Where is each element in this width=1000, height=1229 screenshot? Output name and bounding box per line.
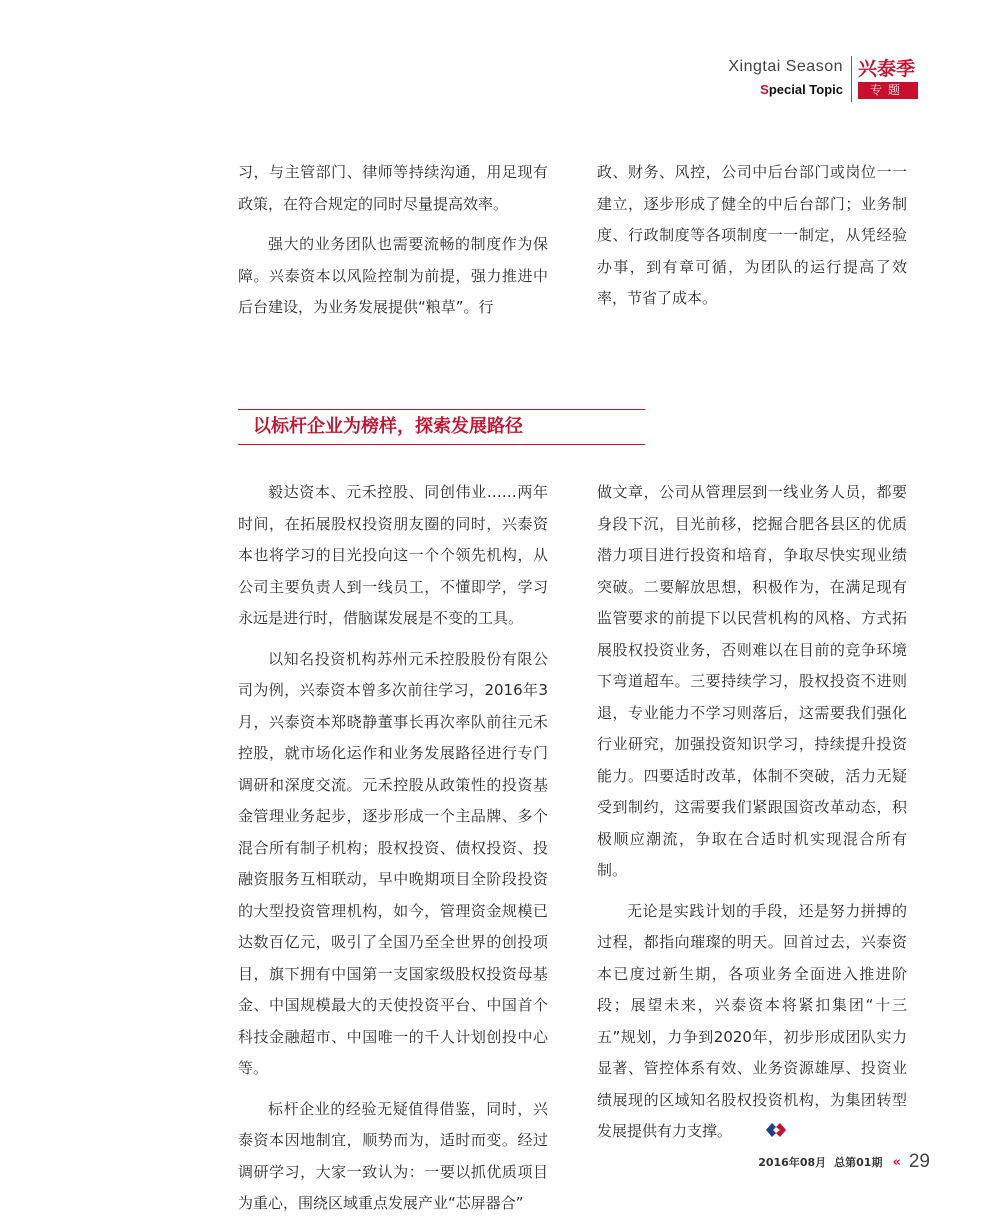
page-number: 29 [908, 1151, 930, 1172]
top-left-column [238, 157, 548, 333]
header-topic-rest: pecial Topic [768, 82, 843, 97]
paragraph-text: 无论是实践计划的手段，还是努力拼搏的过程，都指向璀璨的明天。回首过去，兴泰资本已度过新生期，各项业务全面进入推进阶段；展望未来，兴泰资本将紧扣集团“十三五”规划，力争到2020年，初步形成团队实力显著、管控体系有效、业务资源雄厚、投资业绩展现的区域知名股权投资机构，为集团转型发展提供有力支撑。 [597, 901, 907, 1140]
double-chevron-left-icon: « [892, 1154, 901, 1170]
bottom-left-column [238, 477, 548, 1229]
final-paragraph [597, 896, 907, 1148]
issue-date: 2016年08月 [758, 1156, 827, 1169]
section-heading: 以标杆企业为榜样，探索发展路径 [253, 416, 523, 437]
page-footer [758, 1150, 930, 1174]
end-mark-logo-icon [734, 1119, 758, 1137]
header-topic [760, 82, 843, 97]
bottom-right-column [597, 477, 907, 1157]
section-label-badge: 专题 [858, 82, 918, 99]
paragraph: 强大的业务团队也需要流畅的制度作为保障。兴泰资本以风险控制为前提，强力推进中后台建设，为业务发展提供“粮草”。行 [238, 235, 548, 316]
paragraph: 毅达资本、元禾控股、同创伟业……两年时间，在拓展股权投资朋友圈的同时，兴泰资本也将学习的目光投向这一个个领先机构，从公司主要负责人到一线员工，不懂即学，学习永远是进行时，借脑谋发展是不变的工具。 [238, 483, 548, 627]
header-divider [851, 56, 852, 102]
header-title-en: Xingtai Season [728, 58, 843, 75]
top-right-column [597, 157, 907, 324]
paragraph: 做文章，公司从管理层到一线业务人员，都要身段下沉，目光前移，挖掘合肥各县区的优质潜力项目进行投资和培育，争取尽快实现业绩突破。二要解放思想，积极作为，在满足现有监管要求的前提下以民营机构的风格、方式拓展股权投资业务，否则难以在目前的竞争环境下弯道超车。三要持续学习，股权投资不进则退，专业能力不学习则落后，这需要我们强化行业研究，加强投资知识学习，持续提升投资能力。四要适时改革，体制不突破，活力无疑受到制约，这需要我们紧跟国资改革动态，积极顺应潮流，争取在合适时机实现混合所有制。 [597, 483, 907, 879]
paragraph: 习，与主管部门、律师等持续沟通，用足现有政策，在符合规定的同时尽量提高效率。 [238, 163, 548, 213]
brand-logo-text: 兴泰季 [858, 58, 916, 80]
section-rule-bottom [238, 444, 645, 445]
section-rule-top [238, 409, 645, 410]
issue-number: 总第01期 [834, 1156, 883, 1169]
header-topic-initial: S [760, 82, 769, 97]
paragraph: 标杆企业的经验无疑值得借鉴，同时，兴泰资本因地制宜，顺势而为，适时而变。经过调研学习，大家一致认为：一要以抓优质项目为重心，围绕区域重点发展产业“芯屏器合” [238, 1099, 548, 1212]
paragraph: 政、财务、风控，公司中后台部门或岗位一一建立，逐步形成了健全的中后台部门；业务制度、行政制度等各项制度一一制定，从凭经验办事，到有章可循，为团队的运行提高了效率，节省了成本。 [597, 163, 907, 307]
paragraph: 以知名投资机构苏州元禾控股股份有限公司为例，兴泰资本曾多次前往学习，2016年3月，兴泰资本郑晓静董事长再次率队前往元禾控股，就市场化运作和业务发展路径进行专门调研和深度交流。元禾控股从政策性的投资基金管理业务起步，逐步形成一个主品牌、多个混合所有制子机构；股权投资、债权投资、投融资服务互相联动，早中晚期项目全阶段投资的大型投资管理机构，如今，管理资金规模已达数百亿元，吸引了全国乃至全世界的创投项目，旗下拥有中国第一支国家级股权投资母基金、中国规模最大的天使投资平台、中国首个科技金融超市、中国唯一的千人计划创投中心等。 [238, 649, 548, 1077]
